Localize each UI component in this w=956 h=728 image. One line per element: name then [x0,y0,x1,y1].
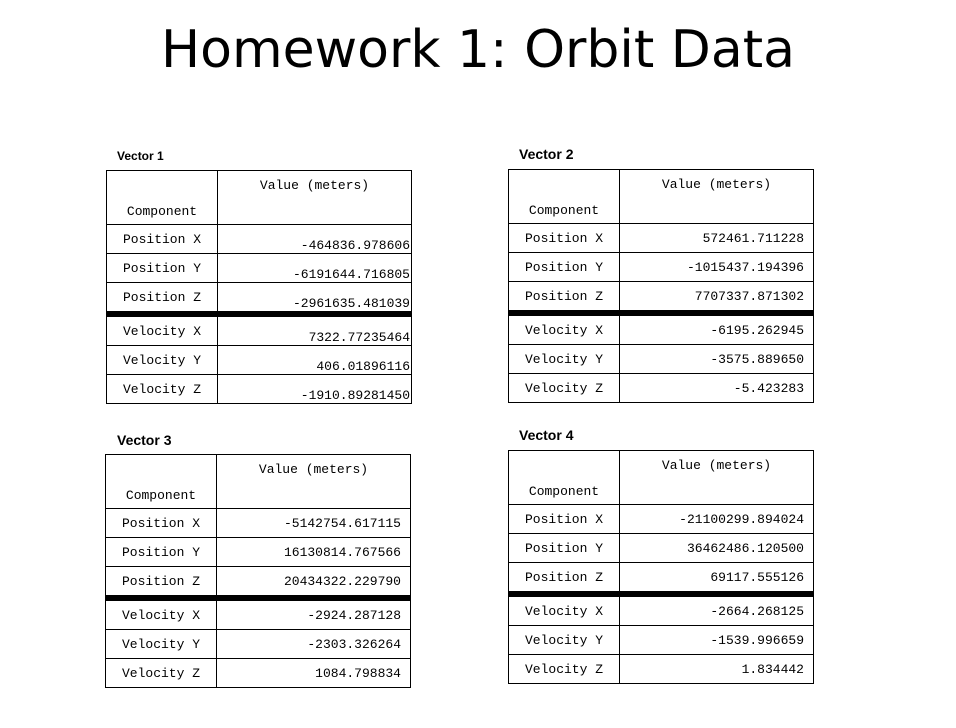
component-value: 7707337.871302 [620,282,814,314]
component-value: 36462486.120500 [620,534,814,563]
component-value: 16130814.767566 [217,538,411,567]
component-value: -6195.262945 [620,313,814,345]
vector-1-table [106,170,412,404]
component-value: -5.423283 [620,374,814,403]
value-header: Value (meters) [217,455,411,509]
component-value: 1084.798834 [217,659,411,688]
component-value: 406.01896116 [218,346,412,375]
component-value: 572461.711228 [620,224,814,253]
value-header: Value (meters) [620,170,814,224]
component-value: -6191644.716805 [218,254,412,283]
component-name: Velocity Y [509,345,620,374]
component-name: Velocity X [509,594,620,626]
component-name: Position X [106,509,217,538]
component-value: -1539.996659 [620,626,814,655]
vector-2-table [508,169,814,403]
component-value: -1015437.194396 [620,253,814,282]
component-name: Velocity Z [509,655,620,684]
component-header: Component [509,451,620,505]
component-value: -5142754.617115 [217,509,411,538]
component-header: Component [509,170,620,224]
value-header: Value (meters) [620,451,814,505]
vector-3-table [105,454,411,688]
component-value: -2303.326264 [217,630,411,659]
component-value: -2961635.481039 [218,283,412,315]
component-value: -2924.287128 [217,598,411,630]
component-name: Position X [509,505,620,534]
component-name: Position Y [107,254,218,283]
component-name: Velocity Y [106,630,217,659]
component-value: 7322.77235464 [218,314,412,346]
component-name: Position Z [107,283,218,315]
vector-2-label: Vector 2 [519,146,574,162]
component-name: Velocity Y [107,346,218,375]
component-name: Position Y [509,534,620,563]
component-value: -1910.89281450 [218,375,412,404]
component-name: Velocity Y [509,626,620,655]
component-name: Position X [509,224,620,253]
component-header: Component [106,455,217,509]
component-header: Component [107,171,218,225]
component-name: Velocity X [509,313,620,345]
component-name: Velocity X [107,314,218,346]
component-name: Velocity Z [509,374,620,403]
component-value: -21100299.894024 [620,505,814,534]
component-value: 1.834442 [620,655,814,684]
component-name: Velocity Z [106,659,217,688]
component-value: -464836.978606 [218,225,412,254]
vector-3-label: Vector 3 [117,432,172,448]
component-value: 69117.555126 [620,563,814,595]
component-name: Velocity Z [107,375,218,404]
component-name: Position X [107,225,218,254]
page-title: Homework 1: Orbit Data [161,20,795,80]
vector-1-label: Vector 1 [117,149,164,163]
component-name: Position Z [509,282,620,314]
component-value: -2664.268125 [620,594,814,626]
component-name: Position Y [106,538,217,567]
vector-4-label: Vector 4 [519,427,574,443]
component-value: 20434322.229790 [217,567,411,599]
component-name: Velocity X [106,598,217,630]
value-header: Value (meters) [218,171,412,225]
component-name: Position Z [106,567,217,599]
component-name: Position Y [509,253,620,282]
vector-4-table [508,450,814,684]
component-value: -3575.889650 [620,345,814,374]
component-name: Position Z [509,563,620,595]
